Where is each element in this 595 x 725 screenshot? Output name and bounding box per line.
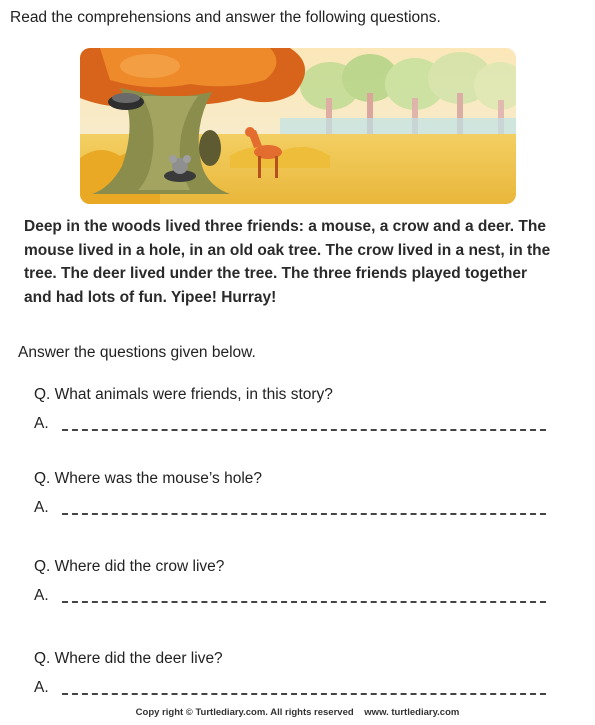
answer-label: A. — [34, 499, 49, 516]
passage-line: and had lots of fun. Yipee! Hurray! — [24, 288, 277, 306]
passage-line: tree. The deer lived under the tree. The three friends played together — [24, 265, 528, 282]
answer-label: A. — [34, 587, 49, 604]
question-text: Q. Where was the mouse’s hole? — [34, 470, 263, 487]
website-link[interactable]: www. turtlediary.com — [364, 707, 460, 718]
answer-label: A. — [34, 679, 49, 696]
woods-scene-illustration — [80, 48, 516, 204]
copyright-text: Copy right © Turtlediary.com. All rights reserved — [135, 707, 354, 718]
footer — [0, 707, 595, 718]
questions-instruction: Answer the questions given below. — [18, 344, 256, 361]
answer-line[interactable] — [62, 429, 546, 431]
passage-line: Deep in the woods lived three friends: a mouse, a crow and a deer. The — [24, 218, 546, 235]
worksheet-instruction: Read the comprehensions and answer the following questions. — [10, 9, 441, 26]
answer-label: A. — [34, 415, 49, 432]
answer-line[interactable] — [62, 513, 546, 515]
question-text: Q. Where did the crow live? — [34, 558, 225, 575]
passage-line: mouse lived in a hole, in an old oak tree. The crow lived in a nest, in the — [24, 241, 551, 259]
answer-line[interactable] — [62, 693, 546, 695]
reading-passage — [24, 215, 576, 309]
question-text: Q. Where did the deer live? — [34, 650, 223, 667]
answer-line[interactable] — [62, 601, 546, 603]
question-text: Q. What animals were friends, in this story? — [34, 386, 333, 403]
